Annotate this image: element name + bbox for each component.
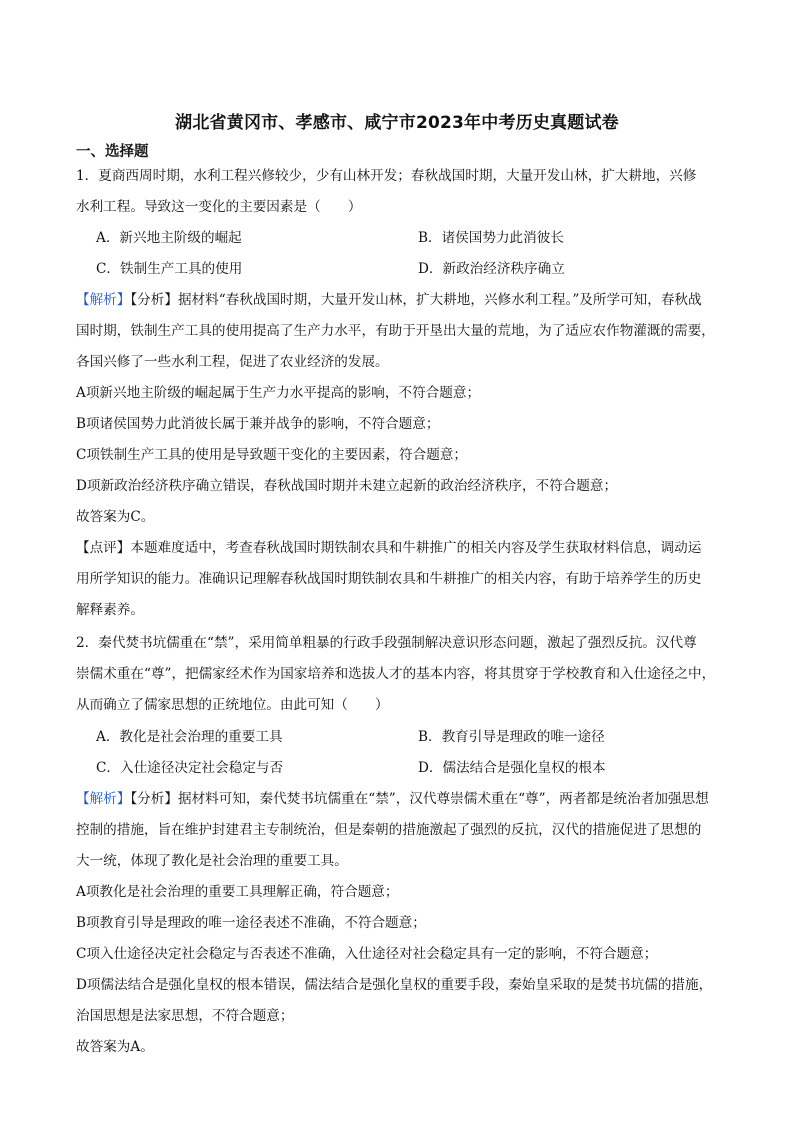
q2-analysis-line: C项入仕途径决定社会稳定与否表述不准确，入仕途径对社会稳定具有一定的影响，不符合题意； (76, 946, 658, 962)
exam-title: 湖北省黄冈市、孝感市、咸宁市2023年中考历史真题试卷 (175, 113, 619, 133)
q1-stem-line: 1．夏商西周时期，水利工程兴修较少，少有山林开发；春秋战国时期，大量开发山林，扩大耕地，兴修 (76, 168, 697, 184)
q1-comment-line: 用所学知识的能力。准确识记理解春秋战国时期铁制农具和牛耕推广的相关内容，有助于培养学生的历史 (76, 571, 702, 587)
q1-stem-line: 水利工程。导致这一变化的主要因素是（ ） (76, 199, 362, 215)
q2-option-d: D．儒法结合是强化皇权的根本 (418, 760, 606, 776)
q1-option-b: B．诸侯国势力此消彼长 (418, 230, 564, 246)
q2-stem-line: 2．秦代焚书坑儒重在“禁”，采用简单粗暴的行政手段强制解决意识形态问题，激起了强烈反抗。汉代尊 (76, 635, 697, 651)
q1-comment-line: 【点评】本题难度适中，考查春秋战国时期铁制农具和牛耕推广的相关内容及学生获取材料信息，调动运 (76, 540, 702, 556)
q2-analysis-line (76, 789, 748, 809)
q1-analysis-text: 【分析】据材料“春秋战国时期，大量开发山林，扩大耕地，兴修水利工程。”及所学可知，春秋战 (130, 292, 702, 308)
q2-option-b: B．教育引导是理政的唯一途径 (418, 729, 605, 745)
q1-analysis-line: B项诸侯国势力此消彼长属于兼并战争的影响，不符合题意； (76, 416, 440, 432)
q2-analysis-line: B项教育引导是理政的唯一途径表述不准确，不符合题意； (76, 915, 426, 931)
q2-analysis-line: 治国思想是法家思想，不符合题意； (76, 1008, 294, 1024)
q2-analysis-line: D项儒法结合是强化皇权的根本错误，儒法结合是强化皇权的重要手段，秦始皇采取的是焚书坑儒的措施， (76, 977, 713, 993)
q2-answer: 故答案为A。 (76, 1039, 154, 1055)
q1-analysis-line: 各国兴修了一些水利工程，促进了农业经济的发展。 (76, 354, 389, 370)
q2-option-c: C．入仕途径决定社会稳定与否 (96, 760, 284, 776)
analysis-tag: 【解析】 (76, 791, 131, 807)
analysis-tag: 【解析】 (76, 292, 131, 308)
section-heading: 一、选择题 (76, 144, 149, 160)
q2-stem-line: 崇儒术重在“尊”，把儒家经术作为国家培养和选拔人才的基本内容，将其贯穿于学校教育和入仕途径之中， (76, 666, 716, 682)
q2-analysis-line: 控制的措施，旨在维护封建君主专制统治，但是秦朝的措施激起了强烈的反抗，汉代的措施促进了思想的 (76, 822, 702, 838)
q1-answer: 故答案为C。 (76, 509, 155, 525)
q1-option-d: D．新政治经济秩序确立 (418, 261, 565, 277)
q2-stem-line: 从而确立了儒家思想的正统地位。由此可知（ ） (76, 697, 389, 713)
q1-analysis-line (76, 290, 748, 310)
q1-analysis-line: C项铁制生产工具的使用是导致题干变化的主要因素，符合题意； (76, 447, 468, 463)
q2-option-a: A．教化是社会治理的重要工具 (96, 729, 283, 745)
q1-analysis-line: A项新兴地主阶级的崛起属于生产力水平提高的影响，不符合题意； (76, 385, 481, 401)
q2-analysis-line: 大一统，体现了教化是社会治理的重要工具。 (76, 853, 348, 869)
q1-comment-line: 解释素养。 (76, 602, 144, 618)
q2-analysis-line: A项教化是社会治理的重要工具理解正确，符合题意； (76, 884, 399, 900)
q1-analysis-line: 国时期，铁制生产工具的使用提高了生产力水平，有助于开垦出大量的荒地，为了适应农作物灌溉的需要， (76, 323, 715, 339)
q2-analysis-text: 【分析】据材料可知，秦代焚书坑儒重在“禁”，汉代尊崇儒术重在“尊”，两者都是统治者加强思想 (130, 791, 709, 807)
q1-analysis-line: D项新政治经济秩序确立错误，春秋战国时期并未建立起新的政治经济秩序，不符合题意； (76, 478, 618, 494)
q1-option-c: C．铁制生产工具的使用 (96, 261, 243, 277)
q1-option-a: A．新兴地主阶级的崛起 (96, 230, 242, 246)
